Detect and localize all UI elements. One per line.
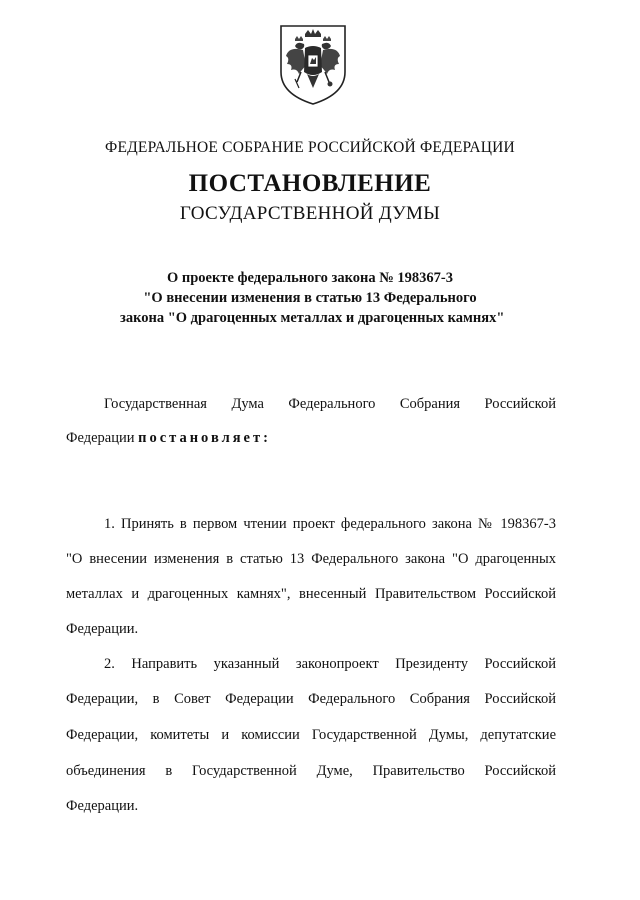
item-2-line: объединения в Государственной Думе, Правительство Российской [66, 763, 556, 779]
subject-line: закона "О драгоценных металлах и драгоценных камнях" [120, 310, 505, 326]
preamble-line [66, 428, 271, 448]
item-2-line: Федерации, комитеты и комиссии Государственной Думы, депутатские [66, 727, 556, 743]
subject-line: О проекте федерального закона № 198367-3 [166, 270, 454, 286]
item-2-line: Федерации, в Совет Федерации Федерального Собрания Российской [66, 691, 556, 707]
item-1-line: "О внесении изменения в статью 13 Федерального закона "О драгоценных [66, 551, 556, 567]
item-1-line: Федерации. [66, 621, 139, 637]
document-subject [120, 268, 505, 328]
item-2-line: 2. Направить указанный законопроект Президенту Российской [104, 656, 556, 672]
item-1-line: металлах и драгоценных камнях", внесенный Правительством Российской [66, 586, 556, 602]
item-1-line: 1. Принять в первом чтении проект федерального закона № 198367-3 [104, 516, 556, 532]
state-emblem-icon [277, 22, 349, 106]
subject-line: "О внесении изменения в статью 13 Федерального [143, 290, 477, 306]
preamble-text: Федерации [66, 430, 139, 446]
preamble-line: Государственная Дума Федерального Собрания Российской [104, 396, 556, 412]
resolution-action: постановляет: [138, 430, 271, 446]
parliament-name: ФЕДЕРАЛЬНОЕ СОБРАНИЕ РОССИЙСКОЙ ФЕДЕРАЦИИ [105, 139, 515, 156]
item-2-line: Федерации. [66, 798, 139, 814]
document-type-title: ПОСТАНОВЛЕНИЕ [188, 170, 432, 197]
issuing-body: ГОСУДАРСТВЕННОЙ ДУМЫ [179, 203, 441, 224]
